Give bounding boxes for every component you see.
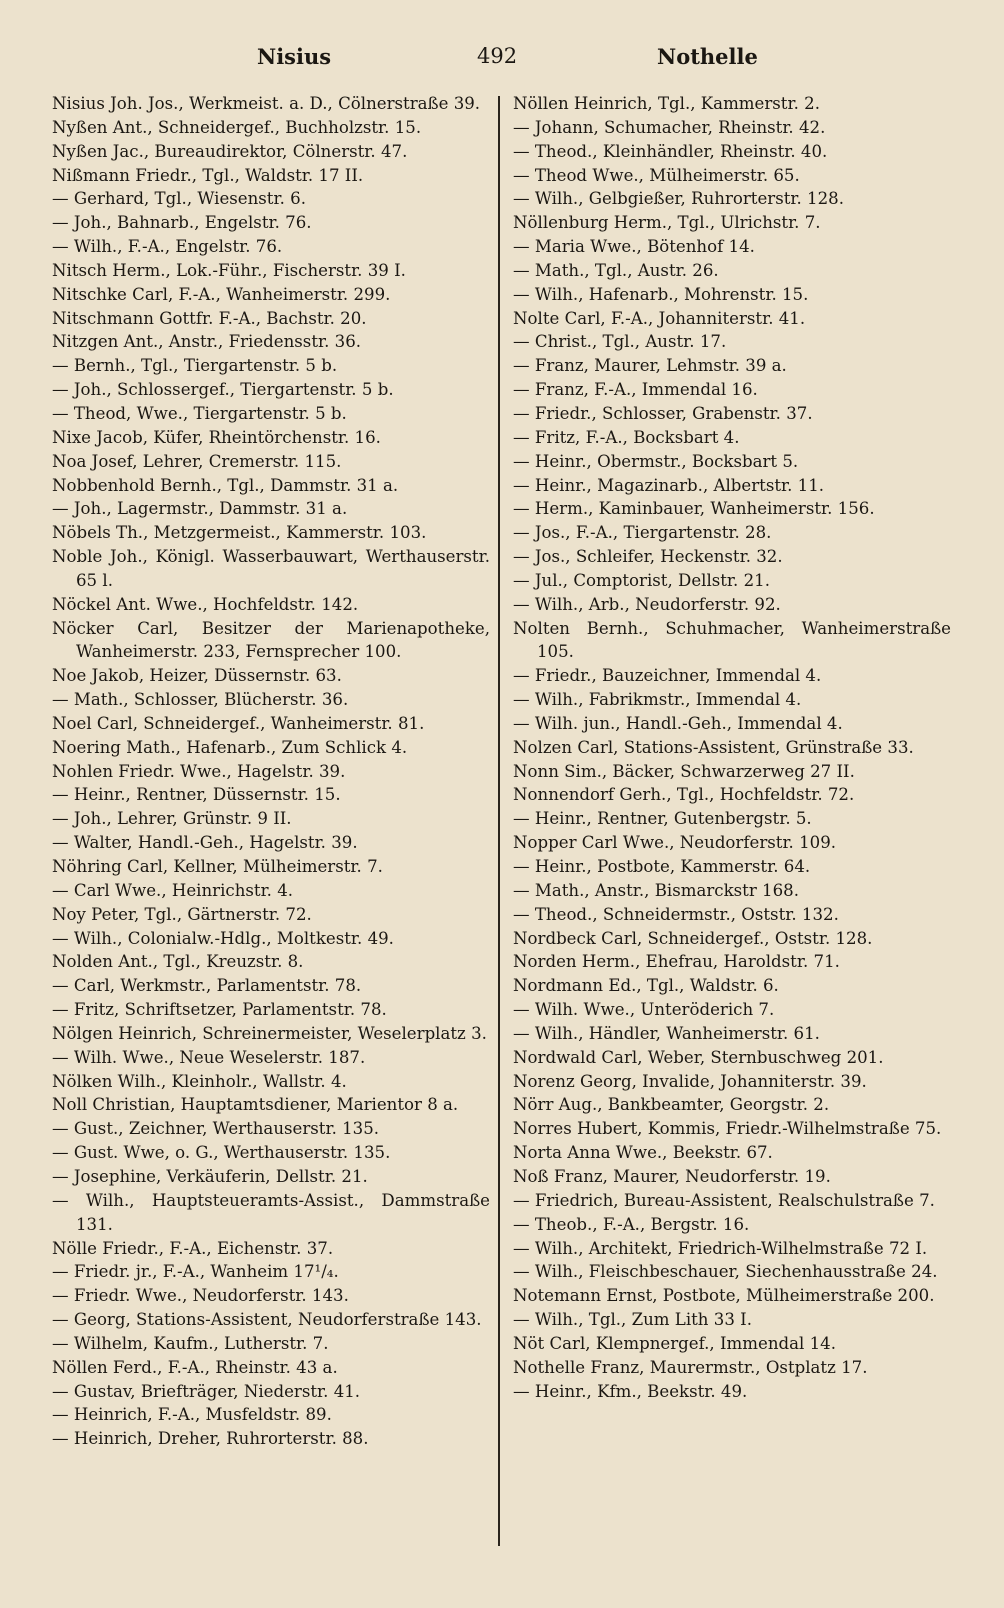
directory-entry: Noll Christian, Hauptamtsdiener, Marientor 8 a. [52, 1095, 459, 1115]
directory-entry: — Theod., Schneidermstr., Oststr. 132. [513, 904, 839, 924]
directory-entry: Nöllen Heinrich, Tgl., Kammerstr. 2. [513, 94, 820, 113]
directory-entry: Nonn Sim., Bäcker, Schwarzerweg 27 II. [513, 761, 855, 781]
directory-entry: — Johann, Schumacher, Rheinstr. 42. [513, 117, 826, 137]
directory-entry: Notemann Ernst, Postbote, Mülheimerstraße 200. [513, 1286, 935, 1306]
directory-entry: — Maria Wwe., Bötenhof 14. [513, 237, 755, 257]
directory-entry: Nitsch Herm., Lok.-Führ., Fischerstr. 39 I. [52, 260, 406, 280]
directory-entry: — Wilh. Wwe., Neue Weselerstr. 187. [52, 1047, 366, 1067]
page-number: 492 [477, 44, 518, 68]
directory-entry: — Friedr. Wwe., Neudorferstr. 143. [52, 1286, 349, 1306]
directory-entry: — Herm., Kaminbauer, Wanheimerstr. 156. [513, 499, 875, 519]
right-column [513, 92, 951, 1403]
directory-entry: Nitzgen Ant., Anstr., Friedensstr. 36. [52, 332, 362, 352]
directory-entry: — Wilh., Hauptsteueramts-Assist., Dammstraße 131. [52, 1190, 490, 1234]
directory-entry: — Fritz, F.-A., Bocksbart 4. [513, 427, 740, 447]
directory-entry: — Theod., Kleinhändler, Rheinstr. 40. [513, 141, 828, 161]
directory-entry: Norenz Georg, Invalide, Johanniterstr. 39. [513, 1071, 867, 1091]
directory-entry: — Wilh., Colonialw.-Hdlg., Moltkestr. 49. [52, 928, 394, 948]
directory-entry: Nölgen Heinrich, Schreinermeister, Weselerplatz 3. [52, 1023, 487, 1043]
directory-entry: — Wilhelm, Kaufm., Lutherstr. 7. [52, 1333, 329, 1353]
directory-entry: — Math., Schlosser, Blücherstr. 36. [52, 690, 349, 710]
directory-entry: Noel Carl, Schneidergef., Wanheimerstr. 81. [52, 713, 425, 733]
column-divider [498, 96, 500, 1546]
directory-entry: Nobbenhold Bernh., Tgl., Dammstr. 31 a. [52, 475, 399, 495]
directory-entry: Nöt Carl, Klempnergef., Immendal 14. [513, 1333, 836, 1353]
directory-entry: — Christ., Tgl., Austr. 17. [513, 332, 727, 352]
directory-entry: Noa Josef, Lehrer, Cremerstr. 115. [52, 451, 342, 471]
directory-entry: Nopper Carl Wwe., Neudorferstr. 109. [513, 833, 837, 853]
directory-entry: Noering Math., Hafenarb., Zum Schlick 4. [52, 737, 408, 757]
directory-entry: Nyßen Ant., Schneidergef., Buchholzstr. 15. [52, 117, 422, 137]
directory-entry: — Jos., F.-A., Tiergartenstr. 28. [513, 523, 772, 543]
directory-entry: — Heinr., Rentner, Düssernstr. 15. [52, 785, 341, 805]
header-last-entry: Nothelle [657, 44, 758, 69]
directory-entry: Nölle Friedr., F.-A., Eichenstr. 37. [52, 1238, 334, 1258]
directory-entry: Norden Herm., Ehefrau, Haroldstr. 71. [513, 952, 840, 972]
directory-entry: — Wilh., F.-A., Engelstr. 76. [52, 237, 283, 257]
directory-entry: Nöhring Carl, Kellner, Mülheimerstr. 7. [52, 857, 383, 876]
directory-entry: — Theod, Wwe., Tiergartenstr. 5 b. [52, 403, 347, 423]
directory-entry: Nisius Joh. Jos., Werkmeist. a. D., Cölnerstraße 39. [52, 94, 481, 113]
directory-entry: — Friedr. jr., F.-A., Wanheim 17¹/₄. [52, 1262, 339, 1282]
directory-entry: Nitschke Carl, F.-A., Wanheimerstr. 299. [52, 284, 391, 304]
directory-entry: — Wilh., Hafenarb., Mohrenstr. 15. [513, 284, 809, 304]
directory-entry: — Wilh., Fabrikmstr., Immendal 4. [513, 690, 802, 710]
directory-entry: — Walter, Handl.-Geh., Hagelstr. 39. [52, 833, 358, 853]
directory-entry: — Friedr., Schlosser, Grabenstr. 37. [513, 403, 813, 423]
directory-entry: Nordmann Ed., Tgl., Waldstr. 6. [513, 976, 779, 996]
directory-entry: Nöckel Ant. Wwe., Hochfeldstr. 142. [52, 594, 359, 614]
directory-entry: Nöllenburg Herm., Tgl., Ulrichstr. 7. [513, 213, 821, 233]
directory-entry: — Wilh. jun., Handl.-Geh., Immendal 4. [513, 713, 843, 733]
page-header [52, 44, 952, 78]
directory-entry: Nonnendorf Gerh., Tgl., Hochfeldstr. 72. [513, 785, 855, 805]
directory-entry: — Josephine, Verkäuferin, Dellstr. 21. [52, 1166, 368, 1186]
directory-entry: Nölken Wilh., Kleinholr., Wallstr. 4. [52, 1071, 347, 1091]
directory-entry: Nolzen Carl, Stations-Assistent, Grünstraße 33. [513, 737, 914, 757]
directory-entry: — Franz, F.-A., Immendal 16. [513, 380, 758, 400]
directory-entry: — Gust., Zeichner, Werthauserstr. 135. [52, 1119, 380, 1139]
directory-entry: Nordbeck Carl, Schneidergef., Oststr. 128. [513, 928, 873, 948]
directory-entry: Norta Anna Wwe., Beekstr. 67. [513, 1143, 773, 1163]
directory-entry: — Heinr., Obermstr., Bocksbart 5. [513, 451, 799, 471]
directory-entry: — Franz, Maurer, Lehmstr. 39 a. [513, 356, 787, 376]
directory-entry: — Wilh., Händler, Wanheimerstr. 61. [513, 1023, 820, 1043]
directory-entry: — Carl Wwe., Heinrichstr. 4. [52, 880, 294, 900]
directory-entry: Nörr Aug., Bankbeamter, Georgstr. 2. [513, 1095, 830, 1115]
directory-entry: — Math., Anstr., Bismarckstr 168. [513, 880, 799, 900]
directory-entry: Nißmann Friedr., Tgl., Waldstr. 17 II. [52, 165, 364, 185]
directory-entry: Nöcker Carl, Besitzer der Marienapotheke, Wanheimerstr. 233, Fernsprecher 100. [52, 618, 490, 662]
header-first-entry: Nisius [257, 44, 332, 69]
directory-entry: — Math., Tgl., Austr. 26. [513, 260, 719, 280]
directory-entry: Nyßen Jac., Bureaudirektor, Cölnerstr. 47. [52, 141, 408, 161]
directory-entry: — Wilh., Tgl., Zum Lith 33 I. [513, 1310, 752, 1330]
directory-entry: Nohlen Friedr. Wwe., Hagelstr. 39. [52, 761, 346, 781]
directory-entry: Nolten Bernh., Schuhmacher, Wanheimerstraße 105. [513, 618, 951, 662]
directory-entry: — Gerhard, Tgl., Wiesenstr. 6. [52, 189, 306, 209]
directory-entry: — Joh., Lehrer, Grünstr. 9 II. [52, 809, 292, 829]
directory-entry: — Wilh. Wwe., Unteröderich 7. [513, 1000, 775, 1020]
directory-entry: — Theob., F.-A., Bergstr. 16. [513, 1214, 750, 1234]
directory-entry: Nothelle Franz, Maurermstr., Ostplatz 17. [513, 1357, 868, 1377]
directory-entry: — Jul., Comptorist, Dellstr. 21. [513, 570, 770, 590]
directory-entry: — Heinr., Kfm., Beekstr. 49. [513, 1381, 748, 1401]
directory-entry: Nordwald Carl, Weber, Sternbuschweg 201. [513, 1047, 884, 1067]
directory-entry: — Wilh., Fleischbeschauer, Siechenhausstraße 24. [513, 1262, 938, 1282]
directory-entry: — Joh., Schlossergef., Tiergartenstr. 5 b. [52, 380, 394, 400]
directory-entry: Norres Hubert, Kommis, Friedr.-Wilhelmstraße 75. [513, 1119, 942, 1139]
directory-entry: — Joh., Lagermstr., Dammstr. 31 a. [52, 499, 348, 519]
directory-entry: — Gust. Wwe, o. G., Werthauserstr. 135. [52, 1143, 391, 1163]
directory-entry: Noß Franz, Maurer, Neudorferstr. 19. [513, 1166, 831, 1186]
directory-entry: — Theod Wwe., Mülheimerstr. 65. [513, 165, 800, 185]
directory-entry: — Jos., Schleifer, Heckenstr. 32. [513, 547, 783, 567]
directory-entry: Nöllen Ferd., F.-A., Rheinstr. 43 a. [52, 1357, 338, 1377]
directory-entry: — Wilh., Arb., Neudorferstr. 92. [513, 594, 781, 614]
directory-entry: — Wilh., Gelbgießer, Ruhrorterstr. 128. [513, 189, 845, 209]
left-column [52, 92, 490, 1451]
directory-entry: — Heinr., Rentner, Gutenbergstr. 5. [513, 809, 812, 829]
directory-entry: — Fritz, Schriftsetzer, Parlamentstr. 78. [52, 1000, 387, 1020]
directory-entry: — Joh., Bahnarb., Engelstr. 76. [52, 213, 312, 233]
directory-entry: Noble Joh., Königl. Wasserbauwart, Werthauserstr. 65 l. [52, 547, 490, 590]
directory-entry: — Heinr., Magazinarb., Albertstr. 11. [513, 475, 825, 495]
directory-entry: — Heinrich, F.-A., Musfeldstr. 89. [52, 1405, 332, 1425]
directory-entry: — Gustav, Briefträger, Niederstr. 41. [52, 1381, 361, 1401]
directory-entry: Nitschmann Gottfr. F.-A., Bachstr. 20. [52, 308, 367, 328]
directory-entry: — Bernh., Tgl., Tiergartenstr. 5 b. [52, 356, 338, 376]
directory-entry: — Heinr., Postbote, Kammerstr. 64. [513, 857, 811, 876]
directory-entry: — Carl, Werkmstr., Parlamentstr. 78. [52, 976, 362, 996]
directory-entry: Nöbels Th., Metzgermeist., Kammerstr. 103. [52, 523, 427, 543]
directory-entry: — Friedrich, Bureau-Assistent, Realschulstraße 7. [513, 1190, 935, 1210]
directory-entry: Nolden Ant., Tgl., Kreuzstr. 8. [52, 952, 304, 972]
directory-entry: — Heinrich, Dreher, Ruhrorterstr. 88. [52, 1429, 369, 1449]
directory-entry: Noe Jakob, Heizer, Düssernstr. 63. [52, 666, 342, 686]
directory-entry: Nixe Jacob, Küfer, Rheintörchenstr. 16. [52, 427, 381, 447]
directory-entry: Nolte Carl, F.-A., Johanniterstr. 41. [513, 308, 806, 328]
directory-entry: — Georg, Stations-Assistent, Neudorferstraße 143. [52, 1310, 482, 1330]
directory-entry: Noy Peter, Tgl., Gärtnerstr. 72. [52, 904, 312, 924]
directory-entry: — Friedr., Bauzeichner, Immendal 4. [513, 666, 822, 686]
directory-entry: — Wilh., Architekt, Friedrich-Wilhelmstraße 72 I. [513, 1238, 928, 1258]
